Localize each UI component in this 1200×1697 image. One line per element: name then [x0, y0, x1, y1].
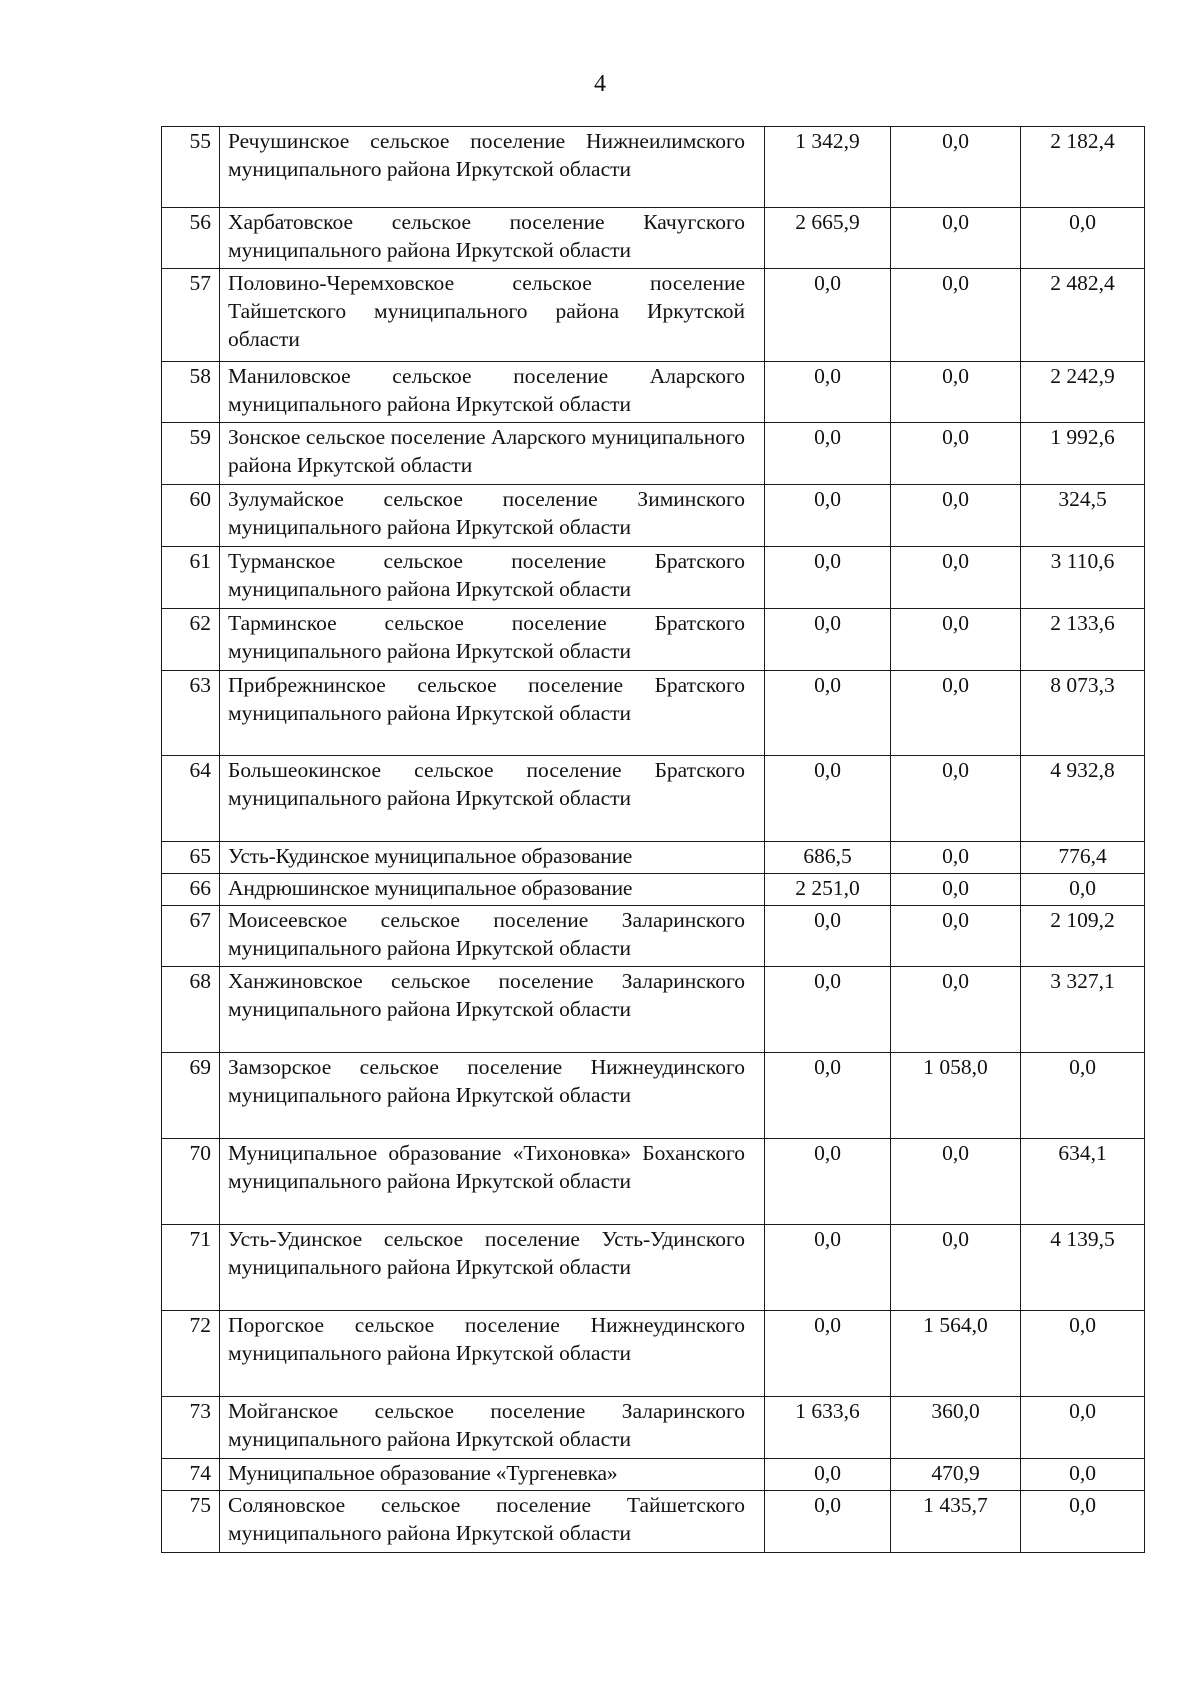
- value-col-3: 0,0: [1021, 874, 1145, 906]
- value-col-3: 0,0: [1021, 1311, 1145, 1397]
- table-row: [162, 208, 1145, 269]
- value-col-1: 1 633,6: [765, 1397, 891, 1459]
- value-col-1: 0,0: [765, 609, 891, 671]
- row-number: 63: [162, 671, 220, 756]
- page-number: 4: [594, 71, 606, 97]
- table-row: [162, 485, 1145, 547]
- value-col-2: 0,0: [891, 1225, 1021, 1311]
- settlement-name: Речушинское сельское поселение Нижнеилимского муниципального района Иркутской области: [220, 127, 765, 208]
- settlement-name: Зонское сельское поселение Аларского муниципального района Иркутской области: [220, 423, 765, 485]
- value-col-3: 4 139,5: [1021, 1225, 1145, 1311]
- table-row: [162, 1053, 1145, 1139]
- value-col-2: 360,0: [891, 1397, 1021, 1459]
- row-number: 55: [162, 127, 220, 208]
- value-col-2: 0,0: [891, 609, 1021, 671]
- row-number: 74: [162, 1459, 220, 1491]
- value-col-1: 0,0: [765, 906, 891, 967]
- settlement-name: Прибрежнинское сельское поселение Братского муниципального района Иркутской области: [220, 671, 765, 756]
- row-number: 61: [162, 547, 220, 609]
- row-number: 58: [162, 362, 220, 423]
- value-col-2: 0,0: [891, 671, 1021, 756]
- settlement-name: Мойганское сельское поселение Заларинского муниципального района Иркутской области: [220, 1397, 765, 1459]
- row-number: 56: [162, 208, 220, 269]
- table-row: [162, 906, 1145, 967]
- row-number: 72: [162, 1311, 220, 1397]
- table-row: [162, 269, 1145, 362]
- settlement-name: Муниципальное образование «Тургеневка»: [220, 1459, 765, 1491]
- table-row: [162, 1397, 1145, 1459]
- row-number: 71: [162, 1225, 220, 1311]
- value-col-3: 4 932,8: [1021, 756, 1145, 842]
- settlement-name: Андрюшинское муниципальное образование: [220, 874, 765, 906]
- value-col-2: 0,0: [891, 269, 1021, 362]
- value-col-1: 0,0: [765, 269, 891, 362]
- settlement-name: Большеокинское сельское поселение Братского муниципального района Иркутской области: [220, 756, 765, 842]
- value-col-1: 0,0: [765, 1053, 891, 1139]
- value-col-1: 0,0: [765, 1225, 891, 1311]
- settlement-name: Моисеевское сельское поселение Заларинского муниципального района Иркутской области: [220, 906, 765, 967]
- value-col-2: 0,0: [891, 362, 1021, 423]
- value-col-1: 0,0: [765, 547, 891, 609]
- row-number: 57: [162, 269, 220, 362]
- table-row: [162, 423, 1145, 485]
- row-number: 60: [162, 485, 220, 547]
- value-col-1: 0,0: [765, 671, 891, 756]
- value-col-1: 0,0: [765, 967, 891, 1053]
- table-row: [162, 362, 1145, 423]
- value-col-2: 0,0: [891, 485, 1021, 547]
- value-col-2: 0,0: [891, 547, 1021, 609]
- value-col-2: 0,0: [891, 127, 1021, 208]
- settlement-name: Усть-Удинское сельское поселение Усть-Удинского муниципального района Иркутской области: [220, 1225, 765, 1311]
- value-col-1: 0,0: [765, 485, 891, 547]
- table-row: [162, 547, 1145, 609]
- value-col-2: 1 435,7: [891, 1491, 1021, 1553]
- value-col-1: 686,5: [765, 842, 891, 874]
- row-number: 65: [162, 842, 220, 874]
- table-row: [162, 967, 1145, 1053]
- value-col-2: 0,0: [891, 842, 1021, 874]
- row-number: 67: [162, 906, 220, 967]
- value-col-1: 0,0: [765, 1459, 891, 1491]
- value-col-1: 1 342,9: [765, 127, 891, 208]
- value-col-2: 0,0: [891, 874, 1021, 906]
- table-row: [162, 1225, 1145, 1311]
- settlement-name: Муниципальное образование «Тихоновка» Боханского муниципального района Иркутской области: [220, 1139, 765, 1225]
- value-col-3: 0,0: [1021, 1053, 1145, 1139]
- row-number: 64: [162, 756, 220, 842]
- value-col-3: 8 073,3: [1021, 671, 1145, 756]
- value-col-2: 0,0: [891, 756, 1021, 842]
- value-col-3: 2 182,4: [1021, 127, 1145, 208]
- row-number: 75: [162, 1491, 220, 1553]
- table-row: [162, 1311, 1145, 1397]
- row-number: 66: [162, 874, 220, 906]
- settlement-name: Зулумайское сельское поселение Зиминского муниципального района Иркутской области: [220, 485, 765, 547]
- value-col-3: 324,5: [1021, 485, 1145, 547]
- settlement-name: Замзорское сельское поселение Нижнеудинского муниципального района Иркутской области: [220, 1053, 765, 1139]
- value-col-1: 0,0: [765, 1491, 891, 1553]
- value-col-2: 0,0: [891, 906, 1021, 967]
- value-col-3: 0,0: [1021, 1459, 1145, 1491]
- settlement-name: Турманское сельское поселение Братского муниципального района Иркутской области: [220, 547, 765, 609]
- value-col-1: 0,0: [765, 1311, 891, 1397]
- table-row: [162, 1491, 1145, 1553]
- table-row: [162, 842, 1145, 874]
- settlement-name: Порогское сельское поселение Нижнеудинского муниципального района Иркутской области: [220, 1311, 765, 1397]
- value-col-1: 0,0: [765, 1139, 891, 1225]
- value-col-3: 3 110,6: [1021, 547, 1145, 609]
- value-col-2: 1 058,0: [891, 1053, 1021, 1139]
- value-col-3: 634,1: [1021, 1139, 1145, 1225]
- value-col-1: 2 251,0: [765, 874, 891, 906]
- value-col-2: 0,0: [891, 967, 1021, 1053]
- settlement-name: Тарминское сельское поселение Братского муниципального района Иркутской области: [220, 609, 765, 671]
- table-row: [162, 671, 1145, 756]
- value-col-3: 1 992,6: [1021, 423, 1145, 485]
- value-col-3: 2 242,9: [1021, 362, 1145, 423]
- row-number: 68: [162, 967, 220, 1053]
- row-number: 73: [162, 1397, 220, 1459]
- row-number: 59: [162, 423, 220, 485]
- settlement-name: Харбатовское сельское поселение Качугского муниципального района Иркутской области: [220, 208, 765, 269]
- value-col-3: 0,0: [1021, 1397, 1145, 1459]
- row-number: 70: [162, 1139, 220, 1225]
- table-row: [162, 1459, 1145, 1491]
- table-row: [162, 756, 1145, 842]
- value-col-2: 0,0: [891, 423, 1021, 485]
- value-col-1: 0,0: [765, 756, 891, 842]
- settlement-name: Половино-Черемховское сельское поселение Тайшетского муниципального района Иркутской области: [220, 269, 765, 362]
- settlement-name: Ханжиновское сельское поселение Заларинского муниципального района Иркутской области: [220, 967, 765, 1053]
- value-col-3: 0,0: [1021, 1491, 1145, 1553]
- value-col-3: 3 327,1: [1021, 967, 1145, 1053]
- table-row: [162, 874, 1145, 906]
- table-row: [162, 127, 1145, 208]
- table-row: [162, 1139, 1145, 1225]
- value-col-1: 2 665,9: [765, 208, 891, 269]
- row-number: 62: [162, 609, 220, 671]
- value-col-3: 2 109,2: [1021, 906, 1145, 967]
- value-col-1: 0,0: [765, 362, 891, 423]
- budget-table: [161, 126, 1145, 1553]
- settlement-name: Соляновское сельское поселение Тайшетского муниципального района Иркутской области: [220, 1491, 765, 1553]
- value-col-2: 0,0: [891, 1139, 1021, 1225]
- value-col-1: 0,0: [765, 423, 891, 485]
- row-number: 69: [162, 1053, 220, 1139]
- value-col-3: 0,0: [1021, 208, 1145, 269]
- value-col-2: 0,0: [891, 208, 1021, 269]
- table-row: [162, 609, 1145, 671]
- settlement-name: Усть-Кудинское муниципальное образование: [220, 842, 765, 874]
- value-col-3: 776,4: [1021, 842, 1145, 874]
- value-col-3: 2 133,6: [1021, 609, 1145, 671]
- value-col-2: 1 564,0: [891, 1311, 1021, 1397]
- settlement-name: Маниловское сельское поселение Аларского муниципального района Иркутской области: [220, 362, 765, 423]
- value-col-2: 470,9: [891, 1459, 1021, 1491]
- value-col-3: 2 482,4: [1021, 269, 1145, 362]
